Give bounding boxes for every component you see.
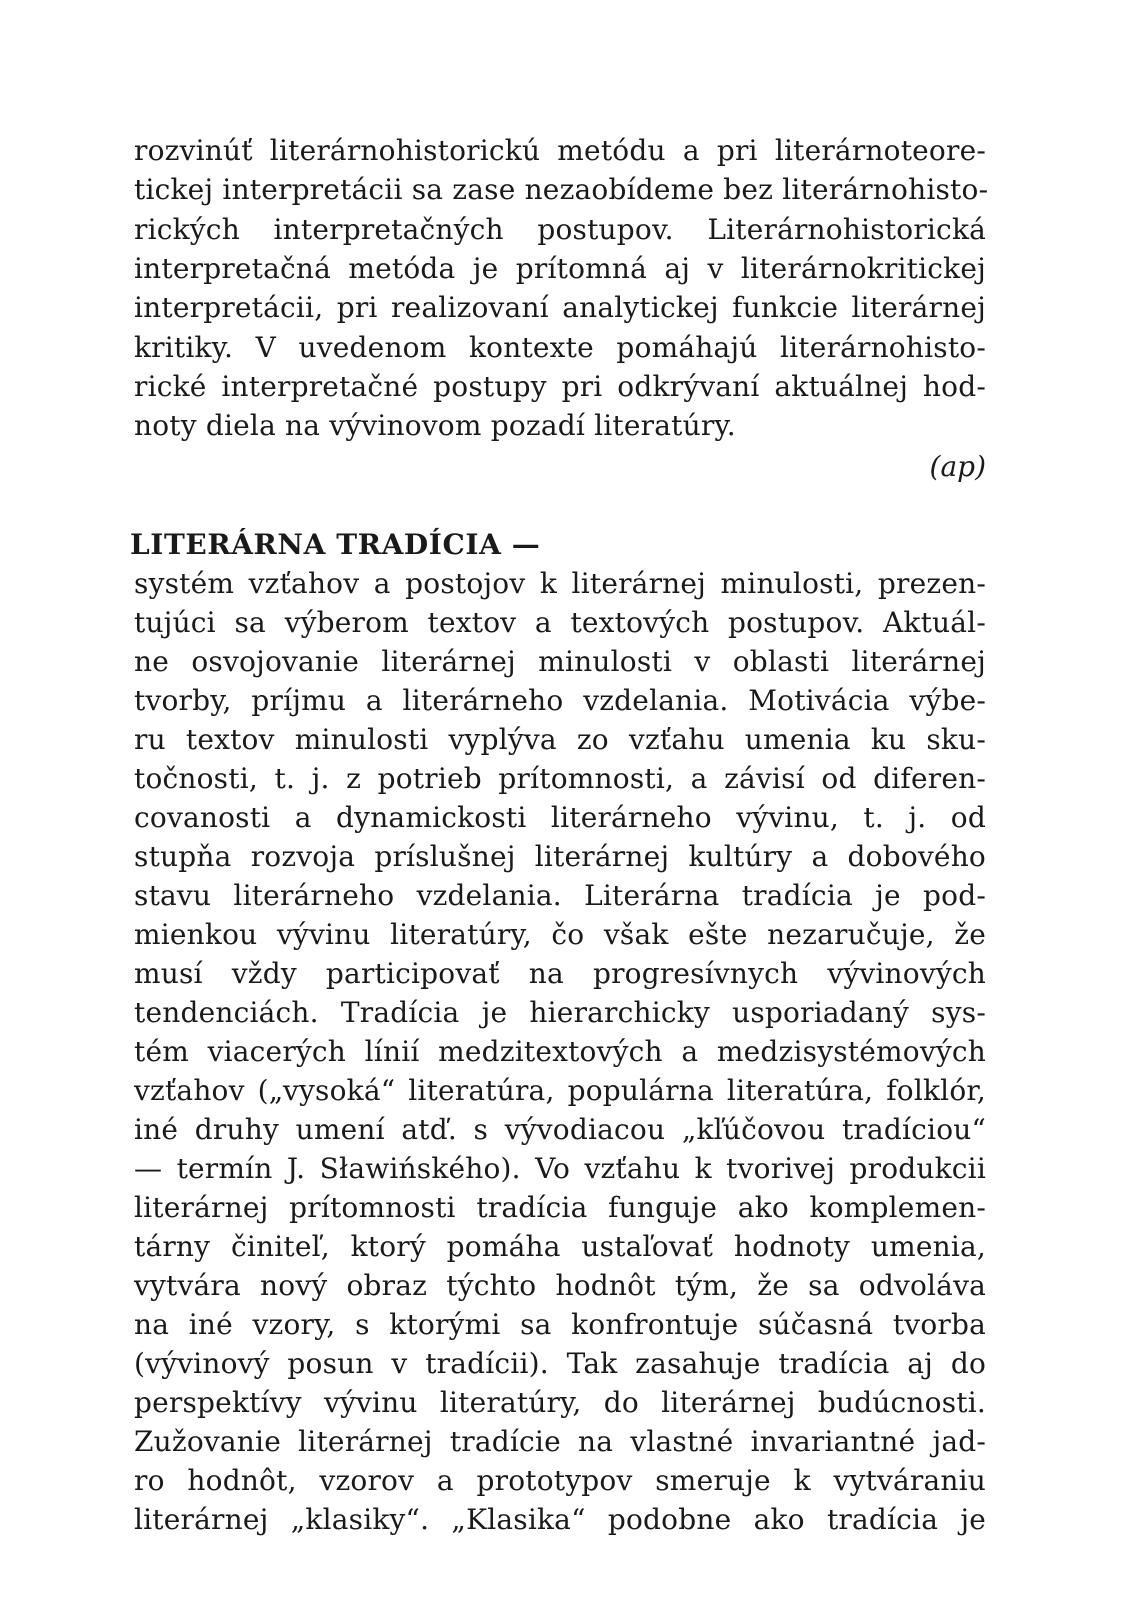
text-line: tárny činiteľ, ktorý pomáha ustaľovať hodnoty umenia, (134, 1230, 986, 1263)
text-line: tendenciách. Tradícia je hierarchicky usporiadaný sys- (134, 996, 986, 1029)
text-line: ru textov minulosti vyplýva zo vzťahu umenia ku sku- (134, 723, 986, 756)
text-line: interpretačná metóda je prítomná aj v literárnokritickej (134, 252, 986, 285)
text-line: tujúci sa výberom textov a textových postupov. Aktuál- (134, 606, 986, 639)
text-line: perspektívy vývinu literatúry, do literárnej budúcnosti. (134, 1386, 986, 1419)
text-line: Zužovanie literárnej tradície na vlastné invariantné jad- (134, 1425, 986, 1458)
text-line: rozvinúť literárnohistorickú metódu a pri literárnoteore- (134, 134, 986, 167)
text-line: rické interpretačné postupy pri odkrývaní aktuálnej hod- (134, 370, 986, 403)
text-line: literárnej „klasiky“. „Klasika“ podobne ako tradícia je (134, 1503, 986, 1536)
text-line: musí vždy participovať na progresívnych vývinových (134, 957, 986, 990)
text-line: tém viacerých línií medzitextových a medzisystémových (134, 1035, 986, 1068)
text-line: točnosti, t. j. z potrieb prítomnosti, a závisí od diferen- (134, 762, 986, 795)
text-line: noty diela na vývinovom pozadí literatúry. (134, 409, 736, 442)
text-line: rických interpretačných postupov. Literárnohistorická (134, 213, 986, 246)
text-line: iné druhy umení atď. s vývodiacou „kľúčovou tradíciou“ (134, 1113, 986, 1146)
text-line: interpretácii, pri realizovaní analytickej funkcie literárnej (134, 291, 986, 324)
entry-heading: LITERÁRNA TRADÍCIA — (130, 528, 541, 561)
text-line: — termín J. Sławińského). Vo vzťahu k tvorivej produkcii (134, 1152, 986, 1185)
text-line: ne osvojovanie literárnej minulosti v oblasti literárnej (134, 645, 986, 678)
text-line: tvorby, príjmu a literárneho vzdelania. Motivácia výbe- (134, 684, 986, 717)
text-line: (vývinový posun v tradícii). Tak zasahuje tradícia aj do (134, 1347, 986, 1380)
text-line: systém vzťahov a postojov k literárnej minulosti, prezen- (134, 567, 986, 600)
text-line: literárnej prítomnosti tradícia funguje ako komplemen- (134, 1191, 986, 1224)
text-line: mienkou vývinu literatúry, čo však ešte nezaručuje, že (134, 918, 986, 951)
text-line: tickej interpretácii sa zase nezaobídeme bez literárnohisto- (134, 173, 989, 206)
text-line: stavu literárneho vzdelania. Literárna tradícia je pod- (134, 879, 986, 912)
text-line: ro hodnôt, vzorov a prototypov smeruje k vytváraniu (134, 1464, 986, 1497)
author-signature: (ap) (929, 450, 986, 483)
text-line: vytvára nový obraz týchto hodnôt tým, že sa odvoláva (134, 1269, 986, 1302)
text-line: vzťahov („vysoká“ literatúra, populárna literatúra, folklór, (134, 1074, 986, 1107)
text-line: kritiky. V uvedenom kontexte pomáhajú literárnohisto- (134, 331, 986, 364)
text-line: stupňa rozvoja príslušnej literárnej kultúry a dobového (134, 840, 986, 873)
text-line: covanosti a dynamickosti literárneho vývinu, t. j. od (134, 801, 986, 834)
text-line: na iné vzory, s ktorými sa konfrontuje súčasná tvorba (134, 1308, 986, 1341)
